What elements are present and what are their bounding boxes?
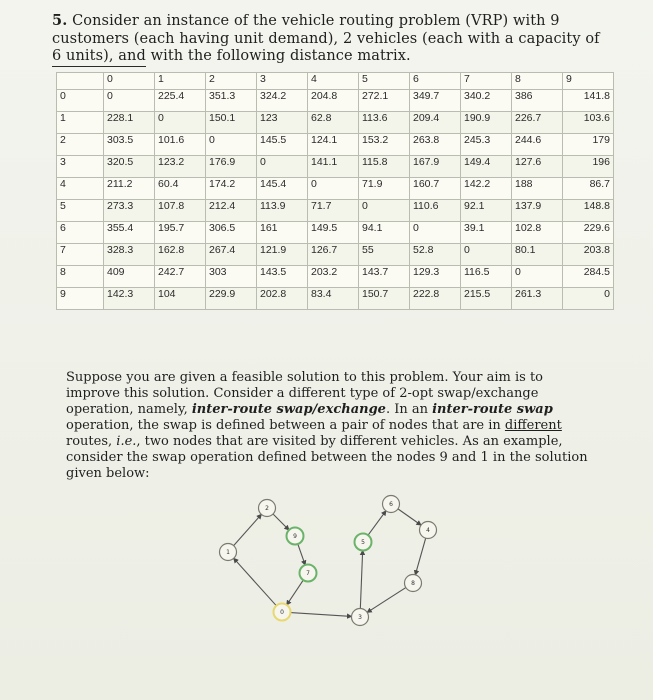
- matrix-cell: 86.7: [563, 178, 614, 200]
- matrix-cell: 0: [155, 112, 206, 134]
- matrix-cell: 104: [155, 288, 206, 310]
- matrix-cell: 176.9: [206, 156, 257, 178]
- matrix-cell: 145.4: [257, 178, 308, 200]
- matrix-cell: 179: [563, 134, 614, 156]
- matrix-cell: 242.7: [155, 266, 206, 288]
- matrix-cell: 244.6: [512, 134, 563, 156]
- matrix-col-header: 2: [206, 73, 257, 90]
- matrix-cell: 0: [461, 244, 512, 266]
- route-node-label: 5: [361, 539, 365, 546]
- para-term-different: different: [504, 418, 562, 433]
- matrix-col-header: 6: [410, 73, 461, 90]
- matrix-cell: 39.1: [461, 222, 512, 244]
- route-node-3: [352, 609, 369, 626]
- route-node-8: [405, 575, 422, 592]
- matrix-col-header: 1: [155, 73, 206, 90]
- matrix-cell: 160.7: [410, 178, 461, 200]
- route-edge-4-8: [415, 538, 425, 575]
- matrix-cell: 324.2: [257, 90, 308, 112]
- matrix-row: [57, 178, 614, 200]
- matrix-cell: 272.1: [359, 90, 410, 112]
- matrix-cell: 215.5: [461, 288, 512, 310]
- matrix-cell: 0: [563, 288, 614, 310]
- matrix-cell: 409: [104, 266, 155, 288]
- explanation-paragraph: [66, 370, 588, 482]
- matrix-col-header: 5: [359, 73, 410, 90]
- matrix-cell: 148.8: [563, 200, 614, 222]
- para-text-3: . In an: [385, 402, 433, 417]
- matrix-cell: 115.8: [359, 156, 410, 178]
- question-text: [52, 12, 612, 66]
- matrix-cell: 143.5: [257, 266, 308, 288]
- matrix-cell: 142.2: [461, 178, 512, 200]
- route-edge-5-6: [368, 511, 386, 535]
- route-node-label: 6: [389, 501, 393, 508]
- matrix-cell: 202.8: [257, 288, 308, 310]
- route-node-4: [420, 522, 437, 539]
- matrix-cell: 195.7: [155, 222, 206, 244]
- matrix-corner: [57, 73, 104, 90]
- matrix-cell: 320.5: [104, 156, 155, 178]
- matrix-col-header: 7: [461, 73, 512, 90]
- matrix-col-header: 0: [104, 73, 155, 90]
- matrix-cell: 229.6: [563, 222, 614, 244]
- route-node-6: [383, 496, 400, 513]
- question-number: 5.: [52, 12, 68, 29]
- route-node-2: [259, 500, 276, 517]
- route-edge-1-2: [234, 514, 262, 545]
- matrix-row-header: 3: [57, 156, 104, 178]
- matrix-row-header: 7: [57, 244, 104, 266]
- matrix-cell: 0: [206, 134, 257, 156]
- matrix-cell: 143.7: [359, 266, 410, 288]
- route-node-label: 1: [226, 549, 230, 556]
- matrix-col-header: 9: [563, 73, 614, 90]
- matrix-cell: 149.4: [461, 156, 512, 178]
- matrix-cell: 204.8: [308, 90, 359, 112]
- route-diagram: [200, 480, 450, 630]
- matrix-row-header: 4: [57, 178, 104, 200]
- matrix-cell: 225.4: [155, 90, 206, 112]
- matrix-cell: 60.4: [155, 178, 206, 200]
- matrix-cell: 212.4: [206, 200, 257, 222]
- matrix-row-header: 6: [57, 222, 104, 244]
- matrix-cell: 103.6: [563, 112, 614, 134]
- matrix-cell: 351.3: [206, 90, 257, 112]
- matrix-col-header: 3: [257, 73, 308, 90]
- matrix-cell: 102.8: [512, 222, 563, 244]
- matrix-cell: 174.2: [206, 178, 257, 200]
- para-term-ie: i.e.: [116, 434, 137, 449]
- matrix-cell: 349.7: [410, 90, 461, 112]
- matrix-cell: 110.6: [410, 200, 461, 222]
- matrix-cell: 80.1: [512, 244, 563, 266]
- route-node-label: 4: [426, 527, 430, 534]
- matrix-cell: 386: [512, 90, 563, 112]
- route-node-7: [300, 565, 317, 582]
- para-text-9: , two nodes that are visited by different vehicles. As an example, consider the swap operation defined between the nodes 9 and 1 in the solution given below:: [66, 434, 588, 481]
- matrix-row: [57, 200, 614, 222]
- matrix-cell: 149.5: [308, 222, 359, 244]
- matrix-row-header: 0: [57, 90, 104, 112]
- matrix-cell: 141.8: [563, 90, 614, 112]
- route-node-9: [287, 528, 304, 545]
- route-edge-2-9: [273, 514, 289, 530]
- route-edge-3-5: [360, 550, 362, 608]
- matrix-cell: 83.4: [308, 288, 359, 310]
- route-node-label: 0: [280, 609, 284, 616]
- matrix-cell: 113.6: [359, 112, 410, 134]
- matrix-cell: 267.4: [206, 244, 257, 266]
- matrix-row: [57, 90, 614, 112]
- matrix-cell: 123: [257, 112, 308, 134]
- para-text-5: operation, the swap is defined between a pair of nodes that are in: [66, 418, 505, 433]
- para-term-inter-route-swap-exchange: inter-route swap/exchange: [191, 402, 386, 417]
- route-node-1: [220, 544, 237, 561]
- matrix-cell: 101.6: [155, 134, 206, 156]
- distance-matrix: [56, 72, 614, 310]
- matrix-cell: 153.2: [359, 134, 410, 156]
- matrix-cell: 0: [257, 156, 308, 178]
- matrix-cell: 113.9: [257, 200, 308, 222]
- matrix-cell: 222.8: [410, 288, 461, 310]
- para-term-inter-route-swap: inter-route swap: [432, 402, 553, 417]
- matrix-cell: 121.9: [257, 244, 308, 266]
- matrix-cell: 0: [410, 222, 461, 244]
- matrix-cell: 142.3: [104, 288, 155, 310]
- route-nodes: [220, 496, 437, 626]
- matrix-cell: 126.7: [308, 244, 359, 266]
- matrix-row: [57, 244, 614, 266]
- title-underline: [52, 66, 146, 67]
- route-node-label: 3: [358, 614, 362, 621]
- matrix-cell: 52.8: [410, 244, 461, 266]
- matrix-row-header: 1: [57, 112, 104, 134]
- matrix-cell: 116.5: [461, 266, 512, 288]
- matrix-cell: 328.3: [104, 244, 155, 266]
- matrix-cell: 284.5: [563, 266, 614, 288]
- route-edge-8-3: [367, 588, 406, 613]
- route-edge-0-1: [234, 558, 277, 605]
- matrix-row: [57, 288, 614, 310]
- matrix-cell: 55: [359, 244, 410, 266]
- route-edge-7-0: [287, 580, 304, 605]
- matrix-row: [57, 134, 614, 156]
- route-edges: [234, 509, 426, 617]
- matrix-row-header: 8: [57, 266, 104, 288]
- matrix-cell: 303: [206, 266, 257, 288]
- matrix-cell: 123.2: [155, 156, 206, 178]
- matrix-cell: 0: [308, 178, 359, 200]
- matrix-cell: 62.8: [308, 112, 359, 134]
- matrix-cell: 306.5: [206, 222, 257, 244]
- matrix-row: [57, 156, 614, 178]
- matrix-cell: 211.2: [104, 178, 155, 200]
- matrix-cell: 303.5: [104, 134, 155, 156]
- matrix-row-header: 9: [57, 288, 104, 310]
- matrix-cell: 129.3: [410, 266, 461, 288]
- matrix-cell: 263.8: [410, 134, 461, 156]
- matrix-row: [57, 112, 614, 134]
- matrix-cell: 145.5: [257, 134, 308, 156]
- matrix-row-header: 2: [57, 134, 104, 156]
- matrix-cell: 150.7: [359, 288, 410, 310]
- matrix-cell: 226.7: [512, 112, 563, 134]
- matrix-cell: 229.9: [206, 288, 257, 310]
- matrix-cell: 0: [104, 90, 155, 112]
- route-node-label: 2: [265, 505, 269, 512]
- route-node-label: 7: [306, 570, 310, 577]
- question-intro: Consider an instance of the vehicle routing problem (VRP) with 9 customers (each having unit demand), 2 vehicles (each with a capacity of 6 units), and with the following distance matrix.: [52, 13, 600, 64]
- matrix-col-header: 8: [512, 73, 563, 90]
- matrix-cell: 162.8: [155, 244, 206, 266]
- matrix-cell: 141.1: [308, 156, 359, 178]
- matrix-cell: 203.2: [308, 266, 359, 288]
- matrix-col-header: 4: [308, 73, 359, 90]
- route-edge-0-3: [290, 613, 351, 617]
- matrix-cell: 107.8: [155, 200, 206, 222]
- matrix-cell: 228.1: [104, 112, 155, 134]
- matrix-cell: 355.4: [104, 222, 155, 244]
- matrix-cell: 0: [359, 200, 410, 222]
- matrix-row: [57, 266, 614, 288]
- route-node-label: 9: [293, 533, 297, 540]
- matrix-cell: 124.1: [308, 134, 359, 156]
- matrix-cell: 71.7: [308, 200, 359, 222]
- matrix-cell: 245.3: [461, 134, 512, 156]
- route-node-label: 8: [411, 580, 415, 587]
- matrix-cell: 137.9: [512, 200, 563, 222]
- matrix-cell: 340.2: [461, 90, 512, 112]
- route-edge-9-7: [298, 544, 305, 565]
- matrix-cell: 0: [512, 266, 563, 288]
- route-edge-6-4: [398, 509, 421, 525]
- matrix-cell: 203.8: [563, 244, 614, 266]
- matrix-cell: 150.1: [206, 112, 257, 134]
- matrix-cell: 161: [257, 222, 308, 244]
- matrix-cell: 92.1: [461, 200, 512, 222]
- matrix-row-header: 5: [57, 200, 104, 222]
- matrix-row: [57, 222, 614, 244]
- matrix-cell: 209.4: [410, 112, 461, 134]
- matrix-cell: 71.9: [359, 178, 410, 200]
- para-text-7: routes,: [66, 434, 117, 449]
- para-text-1: Suppose you are given a feasible solution to this problem. Your aim is to improve this solution. Consider a different type of 2-opt swap/exchange operation, namely,: [66, 370, 543, 417]
- matrix-cell: 273.3: [104, 200, 155, 222]
- matrix-cell: 94.1: [359, 222, 410, 244]
- matrix-cell: 261.3: [512, 288, 563, 310]
- route-node-0: [274, 604, 291, 621]
- matrix-cell: 167.9: [410, 156, 461, 178]
- matrix-cell: 190.9: [461, 112, 512, 134]
- route-node-5: [355, 534, 372, 551]
- matrix-cell: 127.6: [512, 156, 563, 178]
- matrix-cell: 196: [563, 156, 614, 178]
- matrix-cell: 188: [512, 178, 563, 200]
